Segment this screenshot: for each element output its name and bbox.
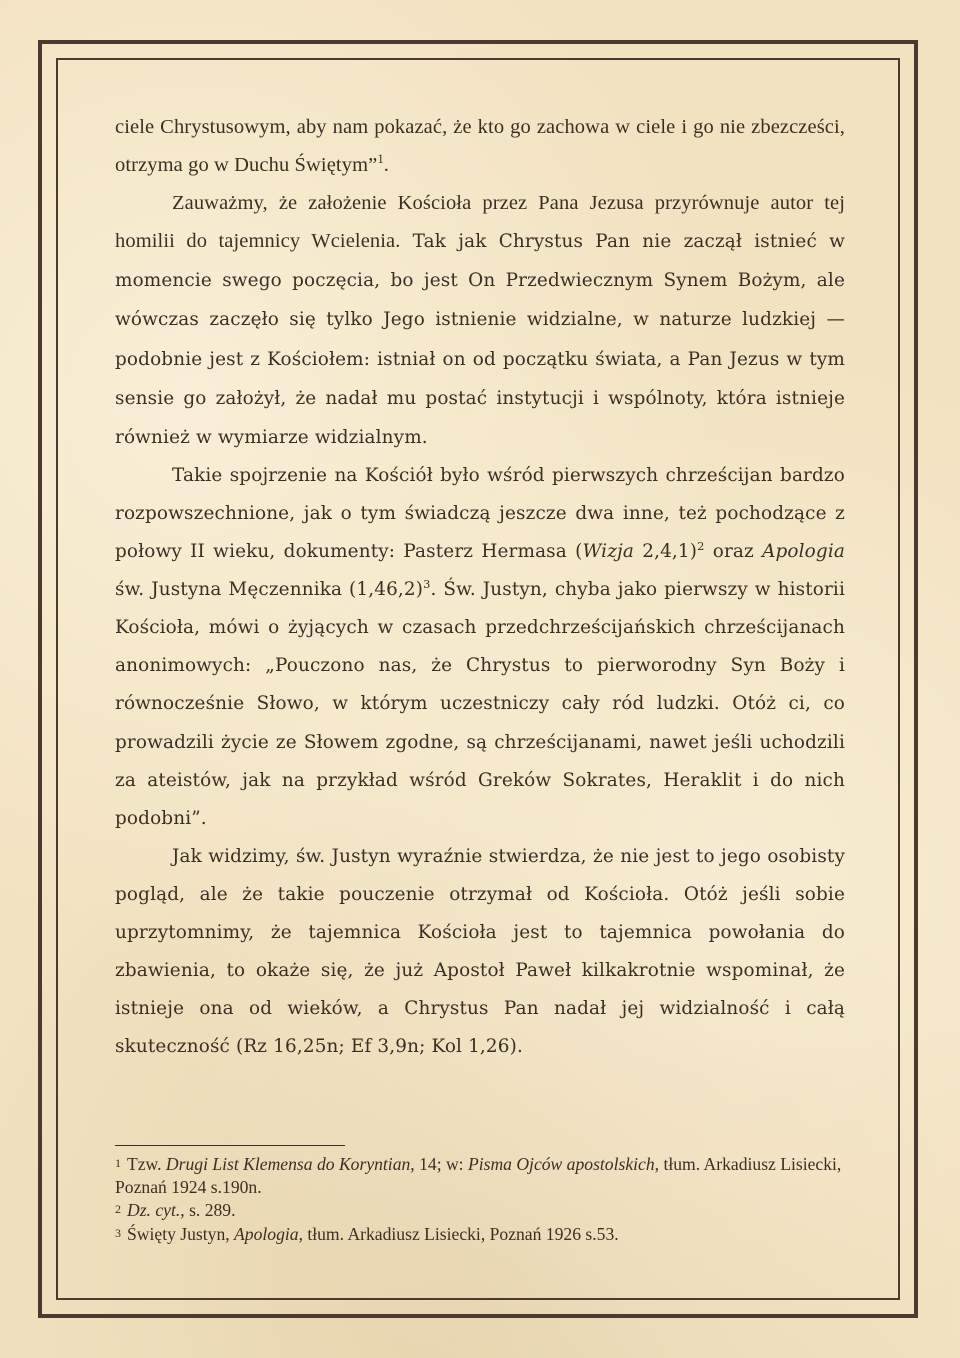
paragraph-3: Takie spojrzenie na Kościół było wśród pierwszych chrześcijan bardzo rozpowszechnione, jak o tym świadczą jeszcze dwa inne, też pochodzące z połowy II wieku, dokumenty: Pasterz Hermasa (Wizja 2,4,1)$^2$ oraz Apologia św. Justyna Męczennika $(1,46,2)^3$. Św. Justyn, chyba jako pierwszy w historii Kościoła, mówi o żyjących w czasach przedchrześcijańskich chrześcijanach anonimowych: „Pouczono nas, że Chrystus to pierworodny Syn Boży i równocześnie Słowo, w którym uczestniczy cały ród ludzki. Otóż ci, co prowadzili życie ze Słowem zgodne, są chrześcijanami, nawet jeśli uchodzili za ateistów, jak na przykład wśród Greków Sokrates, Heraklit i do nich podobni”. [115,464,845,829]
footnotes [115,1152,850,1245]
footnote-ref-3: 3 [423,577,431,591]
footnote-separator [115,1145,345,1146]
footnote-ref-1: 1 [377,152,384,167]
paragraph-2-part-2: Tak jak Chrystus Pan nie zaczął istnieć w momencie swego poczęcia, bo jest On Przedwiecznym Synem Bożym, ale wówczas zaczęło się tylko Jego istnienie widzialne, w naturze ludzkiej — podobnie jest z Kościołem: istniał on od początku świata, a Pan Jezus w tym sensie go założył, że nadał mu postać instytucji i wspólnoty, która istnieje również w wymiarze widzialnym. [115,231,845,448]
paragraph-4: Jak widzimy, św. Justyn wyraźnie stwierdza, że nie jest to jego osobisty pogląd, ale że takie pouczenie otrzymał od Kościoła. Otóż jeśli sobie uprzytomnimy, że tajemnica Kościoła jest to tajemnica powołania do zbawienia, to okaże się, że już Apostoł Paweł kilkakrotnie wspominał, że istnieje ona od wieków, a Chrystus Pan nadał jej widzialność i całą skuteczność (Rz 16,25n; Ef 3,9n; Kol 1,26). [115,845,845,1058]
page-body [115,108,845,1066]
paragraph-1: ciele Chrystusowym, aby nam pokazać, że kto go zachowa w ciele i go nie zbezcześci, otrzyma go w Duchu Świętym”$^1$. [115,116,845,177]
wizja-title: Wizja [582,541,635,563]
footnote-2: 2 Dz. cyt., s. 289. [115,1200,236,1221]
apologia-title: Apologia [762,541,845,563]
paragraph-2-part-1: Zauważmy, że założenie Kościoła przez Pana Jezusa przyrównuje autor tej homilii do tajemnicy Wcielenia. [115,192,845,253]
footnote-3: 3 Święty Justyn, Apologia, tłum. Arkadiusz Lisiecki, Poznań 1926 s.53. [115,1223,619,1244]
footnote-ref-2: 2 [697,538,705,553]
footnote-1: 1 Tzw. Drugi List Klemensa do Koryntian, 14; w: Pisma Ojców apostolskich, tłum. Arkadiusz Lisiecki, Poznań 1924 s.190n. [115,1154,842,1197]
paragraph-2 [115,184,845,457]
